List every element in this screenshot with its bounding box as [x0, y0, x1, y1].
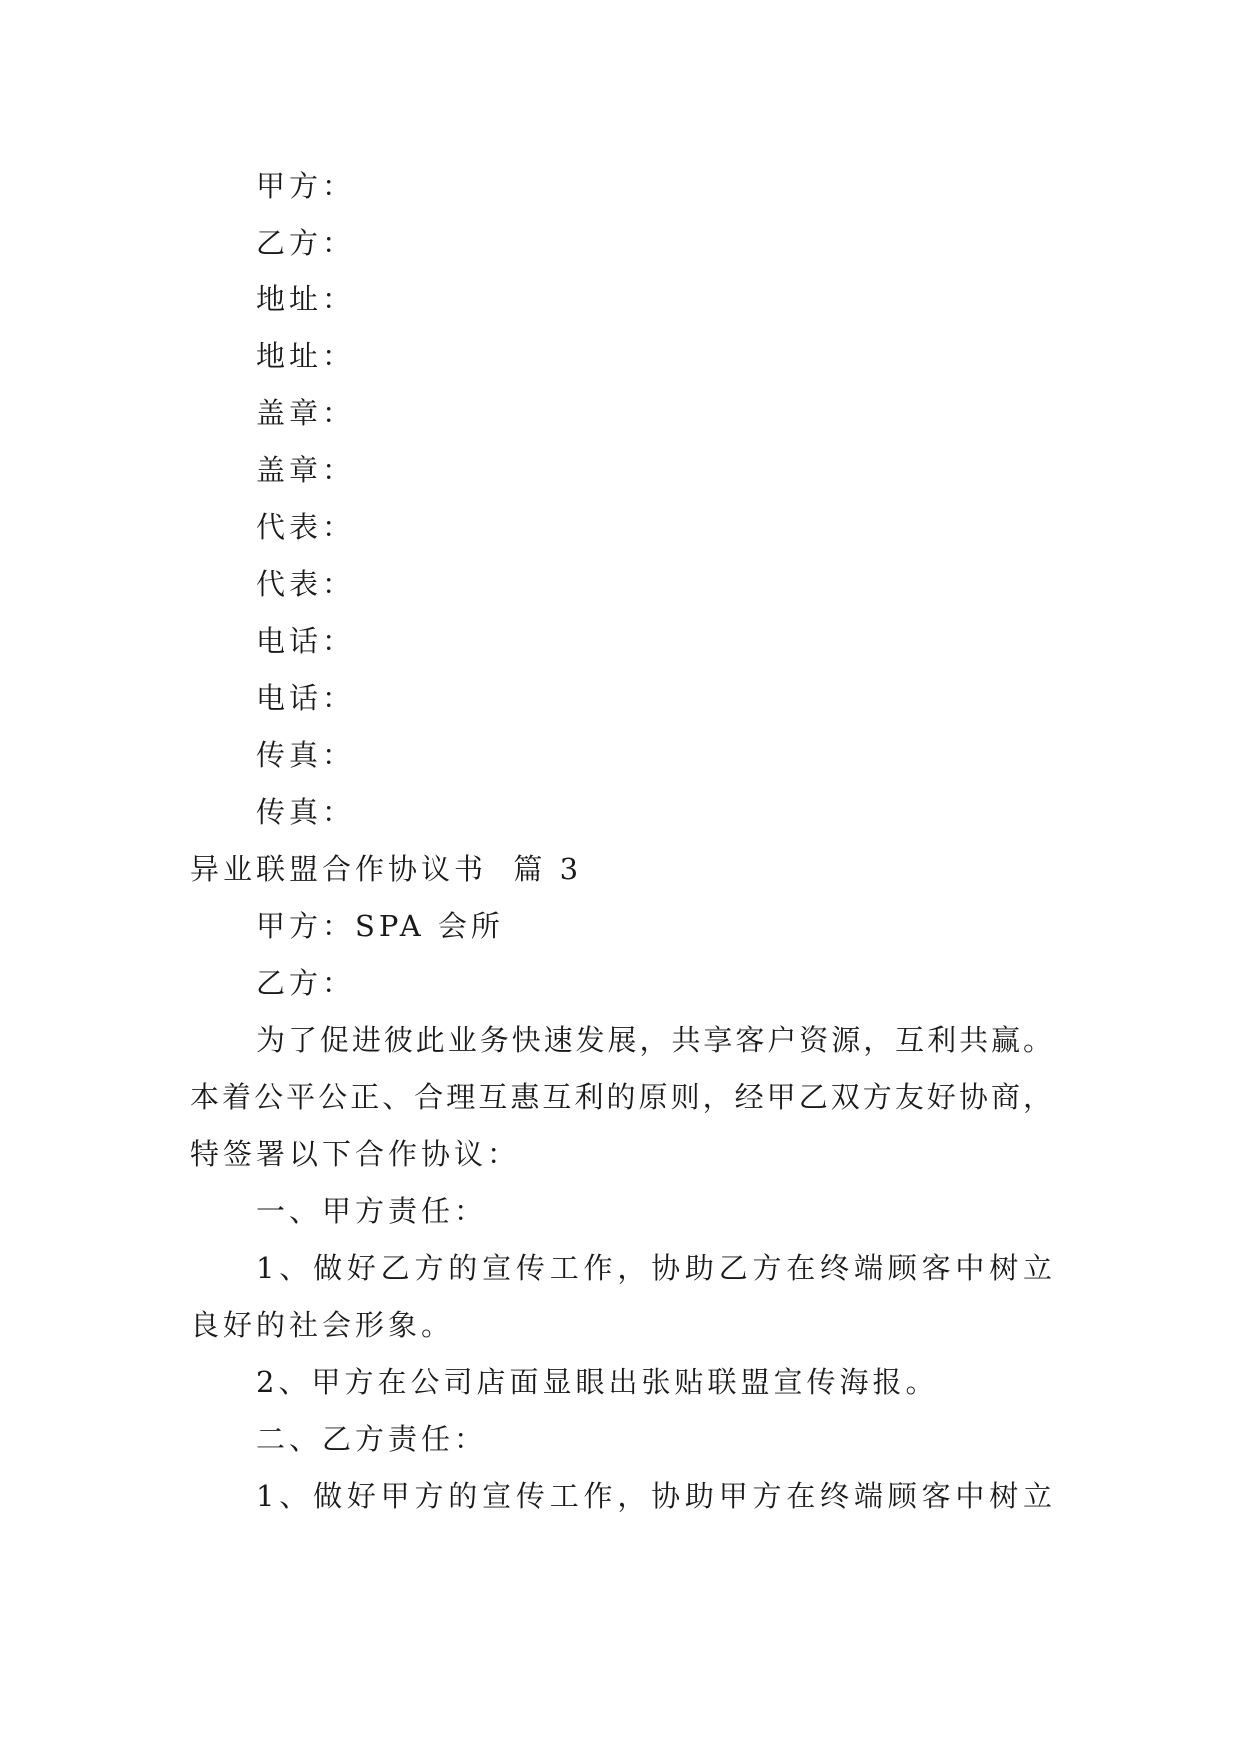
intro-line: 特签署以下合作协议： — [190, 1137, 521, 1171]
fax-label: 传真： — [256, 738, 356, 772]
phone-label: 电话： — [256, 681, 356, 715]
representative-label: 代表： — [256, 510, 356, 544]
party-a-label: 甲方： — [256, 169, 356, 203]
address-label: 地址： — [256, 339, 356, 373]
intro-line: 本着公平公正、合理互惠互利的原则，经甲乙双方友好协商， — [190, 1080, 1052, 1114]
clause-item: 2、甲方在公司店面显眼出张贴联盟宣传海报。 — [256, 1365, 939, 1399]
clause-heading: 一、甲方责任： — [256, 1194, 488, 1228]
party-b-line: 乙方： — [256, 966, 356, 1000]
clause-item: 1、做好乙方的宣传工作，协助乙方在终端顾客中树立 — [256, 1251, 1052, 1285]
clause-heading: 二、乙方责任： — [256, 1422, 488, 1456]
party-a-line: 甲方：SPA 会所 — [256, 909, 504, 943]
clause-item: 1、做好甲方的宣传工作，协助甲方在终端顾客中树立 — [256, 1479, 1052, 1513]
clause-item: 良好的社会形象。 — [190, 1308, 455, 1342]
party-b-label: 乙方： — [256, 226, 356, 260]
seal-label: 盖章： — [256, 396, 356, 430]
seal-label: 盖章： — [256, 453, 356, 487]
fax-label: 传真： — [256, 795, 356, 829]
phone-label: 电话： — [256, 624, 356, 658]
representative-label: 代表： — [256, 567, 356, 601]
address-label: 地址： — [256, 282, 356, 316]
section-title: 异业联盟合作协议书 篇 3 — [190, 852, 583, 886]
intro-line: 为了促进彼此业务快速发展，共享客户资源，互利共赢。 — [256, 1023, 1052, 1057]
